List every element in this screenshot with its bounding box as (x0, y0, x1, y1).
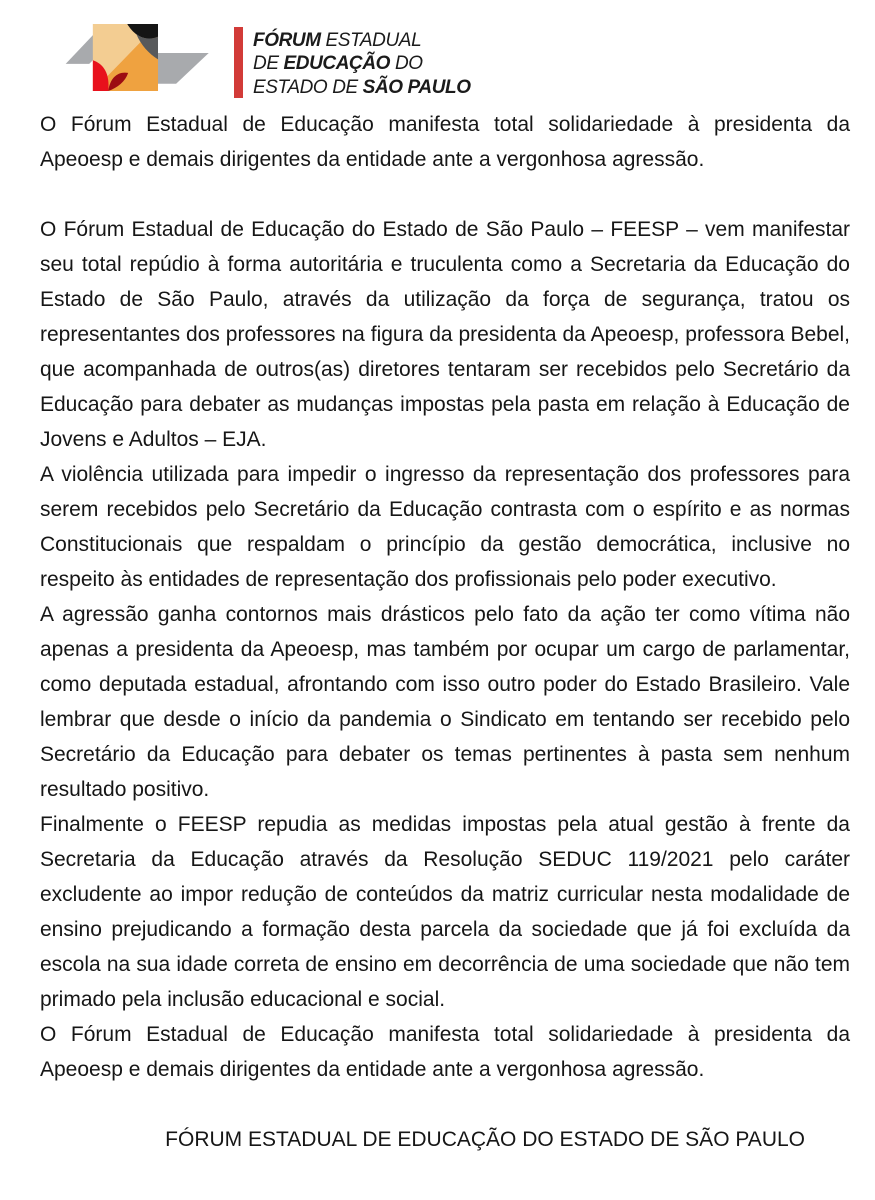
body-paragraph-4: A agressão ganha contornos mais drásticos pelo fato da ação ter como vítima não apenas a presidenta da Apeoesp, mas também por ocupar um cargo de parlamentar, como deputada estadual, afrontando com isso outro poder do Estado Brasileiro. Vale lembrar que desde o início da pandemia o Sindicato em tentando ser recebido pelo Secretário da Educação para debater os temas pertinentes à pasta sem nenhum resultado positivo. (40, 603, 850, 801)
logo-wordmark (253, 29, 471, 100)
feesp-logo (58, 15, 850, 101)
body-paragraph-5: Finalmente o FEESP repudia as medidas impostas pela atual gestão à frente da Secretaria da Educação através da Resolução SEDUC 119/2021 pelo caráter excludente ao impor redução de conteúdos da matriz curricular nesta modalidade de ensino prejudicando a formação desta parcela da sociedade que já foi excluída da escola na sua idade correta de ensino em decorrência de uma sociedade que não tem primado pela inclusão educacional e social. (40, 813, 850, 1011)
wordmark-line-2: DE EDUCAÇÃO DO (253, 53, 423, 74)
feesp-logo-mark-icon (58, 15, 220, 101)
wordmark-line-3: ESTADO DE SÃO PAULO (253, 76, 471, 98)
wordmark-line-1: FÓRUM ESTADUAL (253, 29, 422, 51)
body-paragraph-1: O Fórum Estadual de Educação manifesta total solidariedade à presidenta da Apeoesp e demais dirigentes da entidade ante a vergonhosa agressão. (40, 113, 850, 171)
body-paragraph-3: A violência utilizada para impedir o ingresso da representação dos professores para serem recebidos pelo Secretário da Educação contrasta com o espírito e as normas Constitucionais que respaldam o princípio da gestão democrática, inclusive no respeito às entidades de representação dos profissionais pelo poder executivo. (40, 463, 850, 591)
logo-gray-right-shape (158, 53, 209, 84)
statement-body (40, 107, 850, 1087)
body-paragraph-6: O Fórum Estadual de Educação manifesta total solidariedade à presidenta da Apeoesp e demais dirigentes da entidade ante a vergonhosa agressão. (40, 1023, 850, 1081)
logo-accent-bar (234, 27, 243, 98)
body-paragraph-2: O Fórum Estadual de Educação do Estado de São Paulo – FEESP – vem manifestar seu total repúdio à forma autoritária e truculenta como a Secretaria da Educação do Estado de São Paulo, através da utilização da força de segurança, tratou os representantes dos professores na figura da presidenta da Apeoesp, professora Bebel, que acompanhada de outros(as) diretores tentaram ser recebidos pelo Secretário da Educação para debater as mudanças impostas pela pasta em relação à Educação de Jovens e Adultos – EJA. (40, 218, 850, 451)
signature-line: FÓRUM ESTADUAL DE EDUCAÇÃO DO ESTADO DE SÃO PAULO (165, 1128, 805, 1151)
